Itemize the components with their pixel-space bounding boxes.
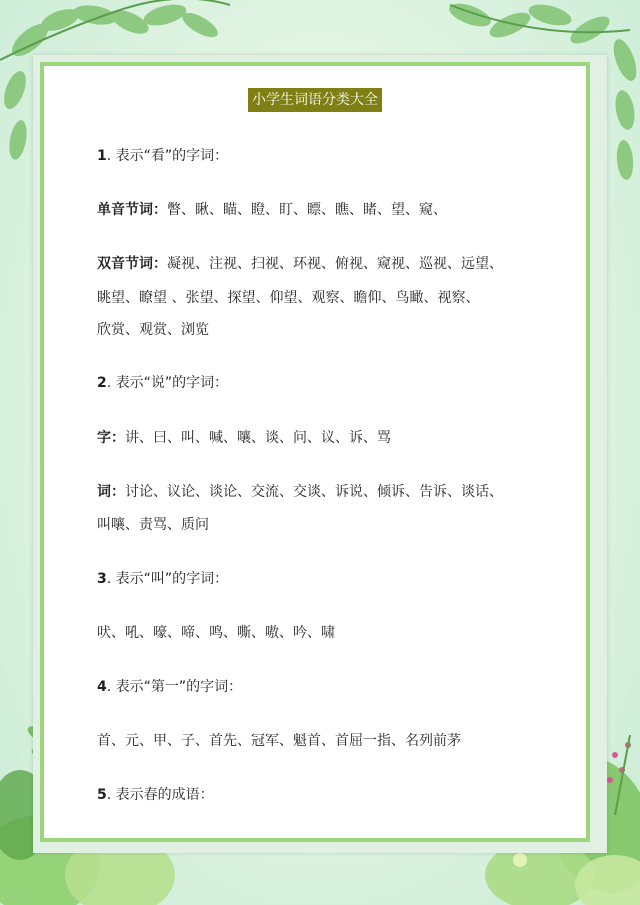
section-5-number: 5 xyxy=(97,787,107,803)
section-2-char-label: 字： xyxy=(97,430,125,446)
section-1-disyllabic-line-3: 欣赏、观赏、浏览 xyxy=(97,322,209,338)
section-1-monosyllabic-label: 单音节词： xyxy=(97,202,167,218)
section-5-heading xyxy=(97,785,214,805)
section-2-heading-text: . 表示“说”的字词： xyxy=(106,375,229,391)
section-2-heading xyxy=(97,373,228,393)
section-2-word-line-2: 叫嚷、责骂、质问 xyxy=(97,517,209,533)
section-2-word-label: 词： xyxy=(97,484,125,500)
section-2-char-words: 讲、曰、叫、喊、嚷、谈、问、议、诉、骂 xyxy=(125,430,391,446)
section-2-char-line xyxy=(97,428,391,448)
section-1-heading xyxy=(97,146,228,166)
section-4-number: 4 xyxy=(97,679,107,695)
section-5-heading-text: . 表示春的成语： xyxy=(106,787,214,803)
section-1-disyllabic-line-2: 眺望、瞭望 、张望、探望、仰望、观察、瞻仰、鸟瞰、视察、 xyxy=(97,290,480,306)
section-2-word-line-1 xyxy=(97,482,503,502)
section-4-heading xyxy=(97,677,242,697)
section-4-words: 首、元、甲、子、首先、冠军、魁首、首屈一指、名列前茅 xyxy=(97,733,461,749)
section-1-disyllabic-line-1 xyxy=(97,254,503,274)
section-1-disyllabic-words-1: 凝视、注视、扫视、环视、俯视、窥视、巡视、远望、 xyxy=(167,256,503,272)
section-1-monosyllabic-words: 瞥、瞅、瞄、瞪、盯、瞟、瞧、睹、望、窥、 xyxy=(167,202,447,218)
document-title: 小学生词语分类大全 xyxy=(248,88,382,112)
section-3-heading xyxy=(97,569,228,589)
section-3-number: 3 xyxy=(97,571,107,587)
section-3-words: 吠、吼、嚎、啼、鸣、嘶、嗷、吟、啸 xyxy=(97,625,335,641)
section-2-number: 2 xyxy=(97,375,107,391)
page-frame-inner xyxy=(40,62,590,842)
section-2-word-words-1: 讨论、议论、谈论、交流、交谈、诉说、倾诉、告诉、谈话、 xyxy=(125,484,503,500)
section-3-heading-text: . 表示“叫”的字词： xyxy=(106,571,229,587)
section-1-heading-text: . 表示“看”的字词： xyxy=(106,148,229,164)
section-1-disyllabic-label: 双音节词： xyxy=(97,256,167,272)
section-1-monosyllabic-line xyxy=(97,200,447,220)
section-4-heading-text: . 表示“第一”的字词： xyxy=(106,679,243,695)
section-1-number: 1 xyxy=(97,148,107,164)
